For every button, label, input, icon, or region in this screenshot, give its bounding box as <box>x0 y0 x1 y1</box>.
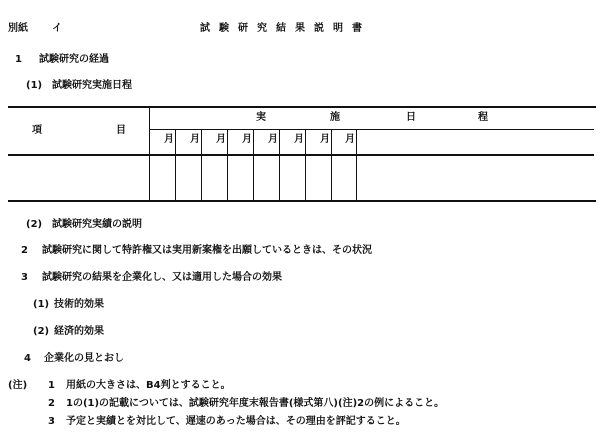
section-1-1-number: (1) <box>26 80 43 91</box>
section-4-text: 企業化の見とおし <box>44 353 124 364</box>
table-header-divider <box>150 129 594 130</box>
month-label: 月 <box>268 134 278 145</box>
month-label: 月 <box>345 134 355 145</box>
month-label: 月 <box>190 134 200 145</box>
schedule-heading-char: 実 <box>256 112 266 123</box>
month-label: 月 <box>242 134 252 145</box>
section-3-number: 3 <box>21 272 28 283</box>
note-text: 用紙の大きさは、B4判とすること。 <box>66 380 231 391</box>
schedule-table <box>8 106 596 202</box>
section-4-number: 4 <box>24 353 31 364</box>
table-body-divider <box>8 154 594 156</box>
item-column-divider <box>149 108 150 200</box>
section-3-1-number: (1) <box>33 299 50 310</box>
section-1-number: 1 <box>15 54 22 65</box>
section-1-2-heading: 試験研究実績の説明 <box>52 219 142 230</box>
section-3-1-text: 技術的効果 <box>54 299 104 310</box>
section-3-2-number: (2) <box>33 326 50 337</box>
section-1-heading: 試験研究の経過 <box>39 54 109 65</box>
section-1-1-heading: 試験研究実施日程 <box>52 80 132 91</box>
schedule-heading-char: 程 <box>478 112 488 123</box>
attachment-label: 別紙 <box>8 23 28 34</box>
notes-label: (注) <box>8 380 28 391</box>
month-label: 月 <box>216 134 226 145</box>
note-number: 3 <box>48 416 55 427</box>
section-3-text: 試験研究の結果を企業化し、又は適用した場合の効果 <box>42 272 282 283</box>
note-number: 2 <box>48 398 55 409</box>
note-text: 予定と実績とを対比して、遅速のあった場合は、その理由を評記すること。 <box>66 416 406 427</box>
note-number: 1 <box>48 380 55 391</box>
month-label: 月 <box>164 134 174 145</box>
note-text: 1の(1)の記載については、試験研究年度末報告書(様式第八)(注)2の例によること。 <box>66 398 445 409</box>
document-title: 試験研究結果説明書 <box>200 23 371 34</box>
section-1-2-number: (2) <box>26 219 43 230</box>
item-column-header-left: 項 <box>32 125 42 136</box>
section-3-2-text: 経済的効果 <box>54 326 104 337</box>
schedule-heading-char: 施 <box>330 112 340 123</box>
attachment-letter: イ <box>52 23 62 34</box>
month-label: 月 <box>320 134 330 145</box>
schedule-heading-char: 日 <box>406 112 416 123</box>
item-column-header-right: 目 <box>116 125 126 136</box>
section-2-number: 2 <box>21 245 28 256</box>
month-label: 月 <box>294 134 304 145</box>
section-2-text: 試験研究に関して特許権又は実用新案権を出願しているときは、その状況 <box>42 245 372 256</box>
